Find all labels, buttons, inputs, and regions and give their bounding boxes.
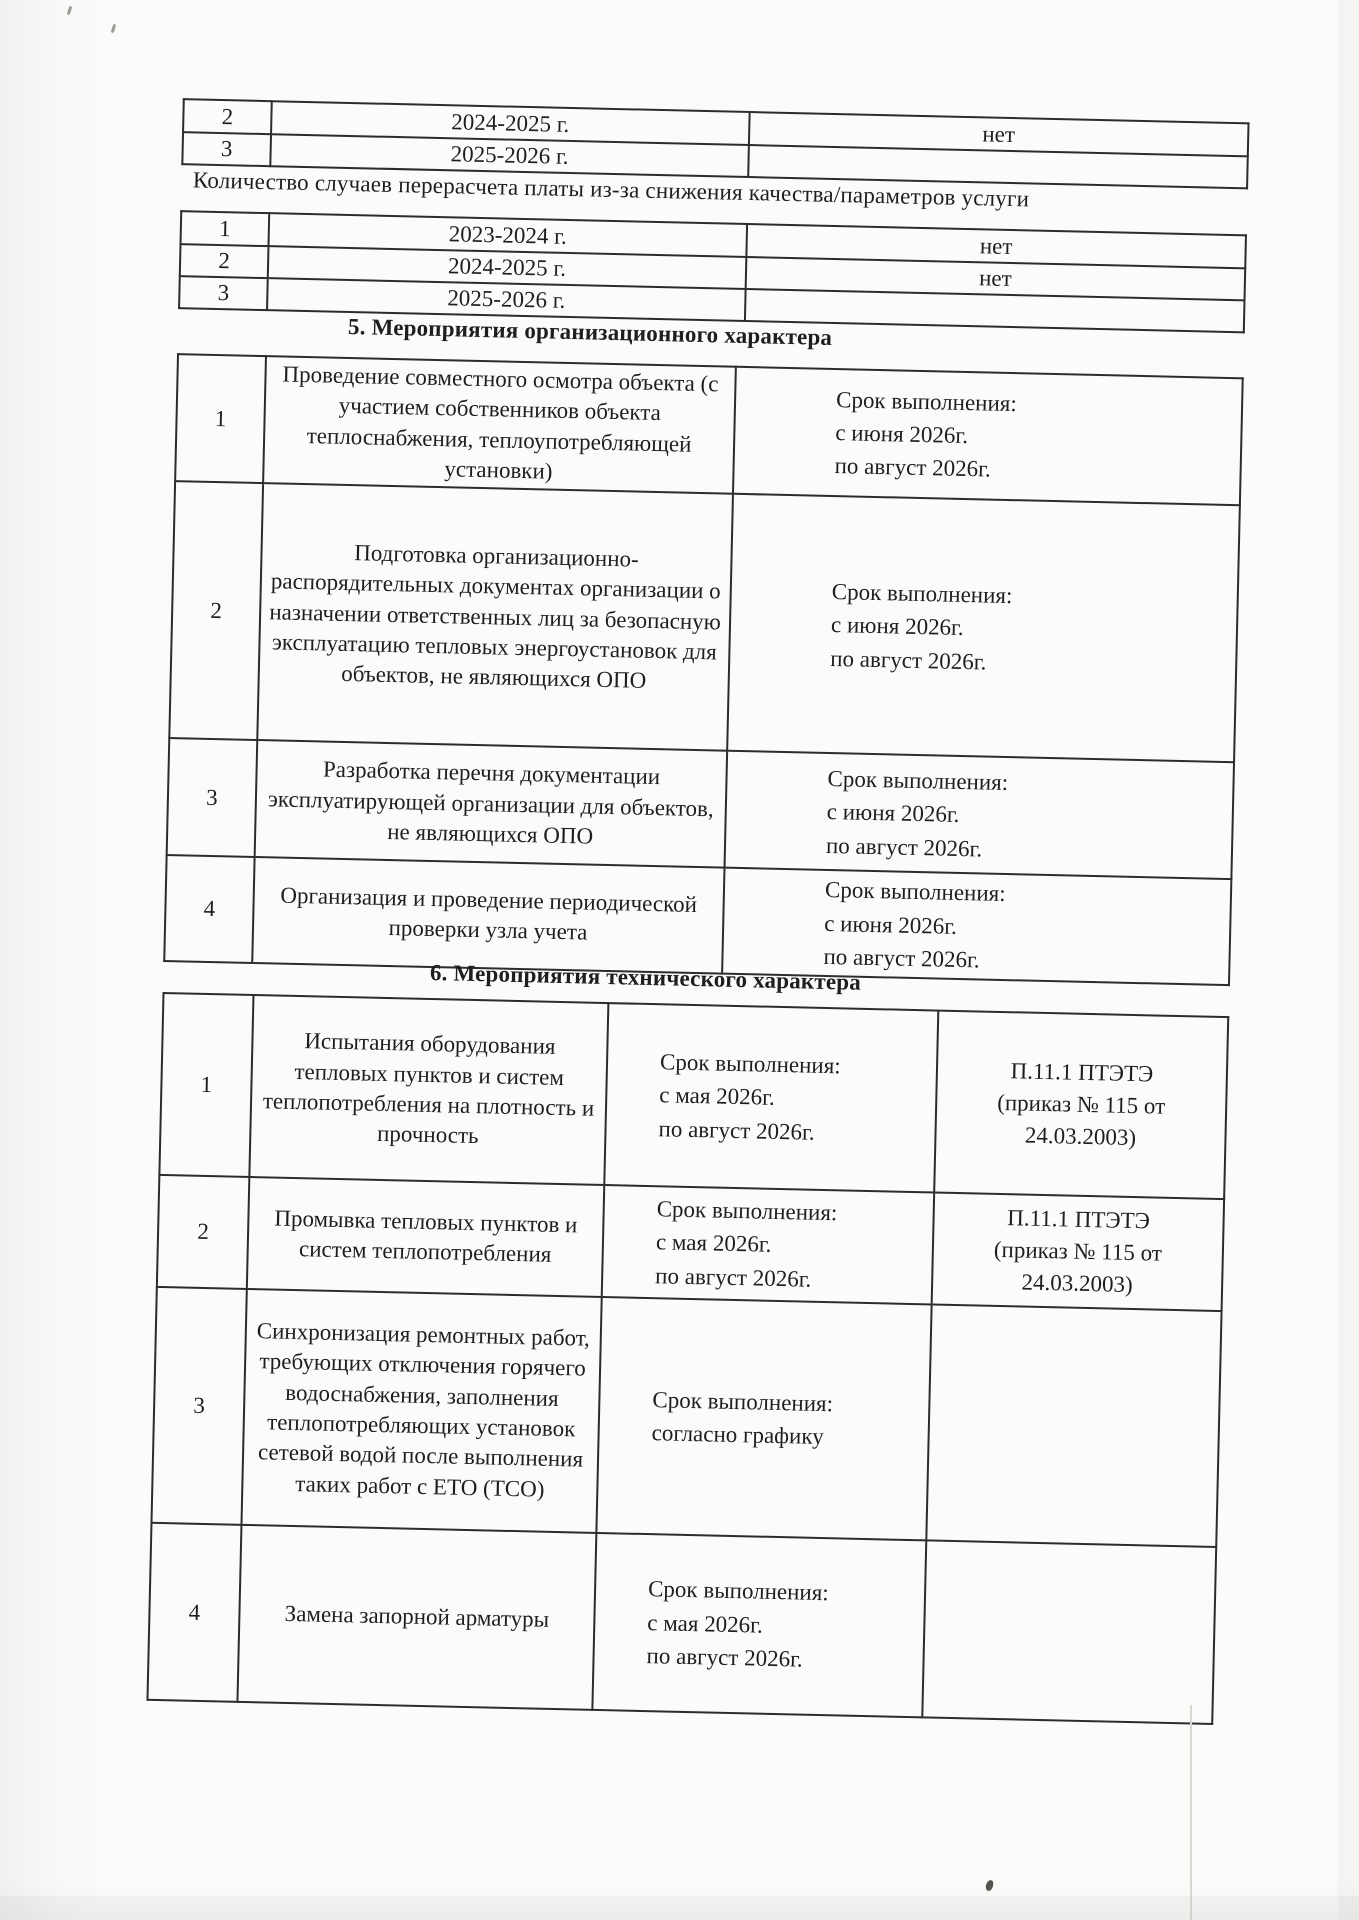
row-number: 4 xyxy=(164,855,254,963)
section5-heading: 5. Мероприятия организационного характера xyxy=(347,313,833,350)
value-cell: нет xyxy=(749,112,1249,156)
page-edge-shadow xyxy=(1338,0,1359,1920)
term-cell: Срок выполнения: с июня 2026г. по август 2026г. xyxy=(733,367,1243,506)
table-row xyxy=(169,482,1240,763)
activity-cell: Разработка перечня документации эксплуатирующей организации для объектов, не являющихся ОПО xyxy=(255,740,728,868)
row-number: 2 xyxy=(183,99,272,134)
row-number: 1 xyxy=(175,354,266,483)
period-cell: 2024-2025 г. xyxy=(271,101,750,145)
recalc-caption: Количество случаев перерасчета платы из-за снижения качества/параметров услуги xyxy=(192,167,1030,212)
term-cell: Срок выполнения: с мая 2026г. по август 2026г. xyxy=(602,1185,934,1304)
page-bottom-shadow xyxy=(0,1896,1359,1920)
row-number: 3 xyxy=(179,276,268,310)
period-cell: 2025-2026 г. xyxy=(267,278,746,321)
period-cell: 2024-2025 г. xyxy=(268,246,747,289)
period-cell: 2025-2026 г. xyxy=(270,134,749,177)
table-row xyxy=(159,993,1228,1199)
organizational-measures-table xyxy=(163,353,1244,987)
activity-cell: Подготовка организационно-распорядительных документах организации о назначении ответственных лиц за безопасную эксплуатацию тепловых энергоустановок для объектов, не являющихся ОПО xyxy=(257,484,733,752)
row-number: 2 xyxy=(169,482,263,741)
activity-cell: Синхронизация ремонтных работ, требующих отключения горячего водоснабжения, заполнения теплопотребляющих установок сетевой водой после выполнения таких работ с ЕТО (ТСО) xyxy=(241,1289,601,1533)
activity-cell: Замена запорной арматуры xyxy=(237,1525,596,1710)
table-row xyxy=(147,1523,1216,1724)
technical-measures-table xyxy=(146,992,1229,1725)
page-edge-line xyxy=(1190,1705,1192,1920)
row-number: 3 xyxy=(151,1287,246,1525)
reference-cell: П.11.1 ПТЭТЭ (приказ № 115 от 24.03.2003) xyxy=(932,1193,1224,1312)
table-row xyxy=(175,354,1243,506)
term-cell: Срок выполнения: с мая 2026г. по август 2026г. xyxy=(604,1003,938,1192)
row-number: 1 xyxy=(159,993,253,1177)
row-number: 4 xyxy=(147,1523,241,1702)
reference-cell xyxy=(922,1540,1216,1724)
row-number: 3 xyxy=(167,738,258,857)
term-cell: Срок выполнения: с июня 2026г. по август 2026г. xyxy=(727,494,1240,762)
activity-cell: Испытания оборудования тепловых пунктов и систем теплопотребления на плотность и прочность xyxy=(249,995,608,1185)
row-number: 3 xyxy=(182,132,271,166)
reference-cell: П.11.1 ПТЭТЭ (приказ № 115 от 24.03.2003) xyxy=(934,1011,1228,1200)
value-cell: нет xyxy=(746,257,1246,300)
activity-cell: Организация и проведение периодической проверки узла учета xyxy=(252,857,724,974)
section6-heading: 6. Мероприятия технического характера xyxy=(429,960,862,995)
period-cell: 2023-2024 г. xyxy=(268,213,747,257)
activity-cell: Промывка тепловых пунктов и систем теплопотребления xyxy=(247,1177,604,1297)
reference-cell xyxy=(926,1304,1221,1547)
term-cell: Срок выполнения: согласно графику xyxy=(596,1297,931,1540)
activity-cell: Проведение совместного осмотра объекта (с участием собственников объекта теплоснабжения, теплоупотребляющей установки) xyxy=(263,356,736,494)
term-cell: Срок выполнения: с июня 2026г. по август 2026г. xyxy=(722,868,1231,986)
row-number: 2 xyxy=(180,244,269,278)
row-number: 1 xyxy=(181,211,270,246)
term-cell: Срок выполнения: с мая 2026г. по август 2026г. xyxy=(592,1533,926,1717)
value-cell: нет xyxy=(746,224,1246,268)
term-cell: Срок выполнения: с июня 2026г. по август 2026г. xyxy=(724,751,1234,879)
table-row xyxy=(151,1287,1221,1547)
row-number: 2 xyxy=(157,1175,250,1289)
